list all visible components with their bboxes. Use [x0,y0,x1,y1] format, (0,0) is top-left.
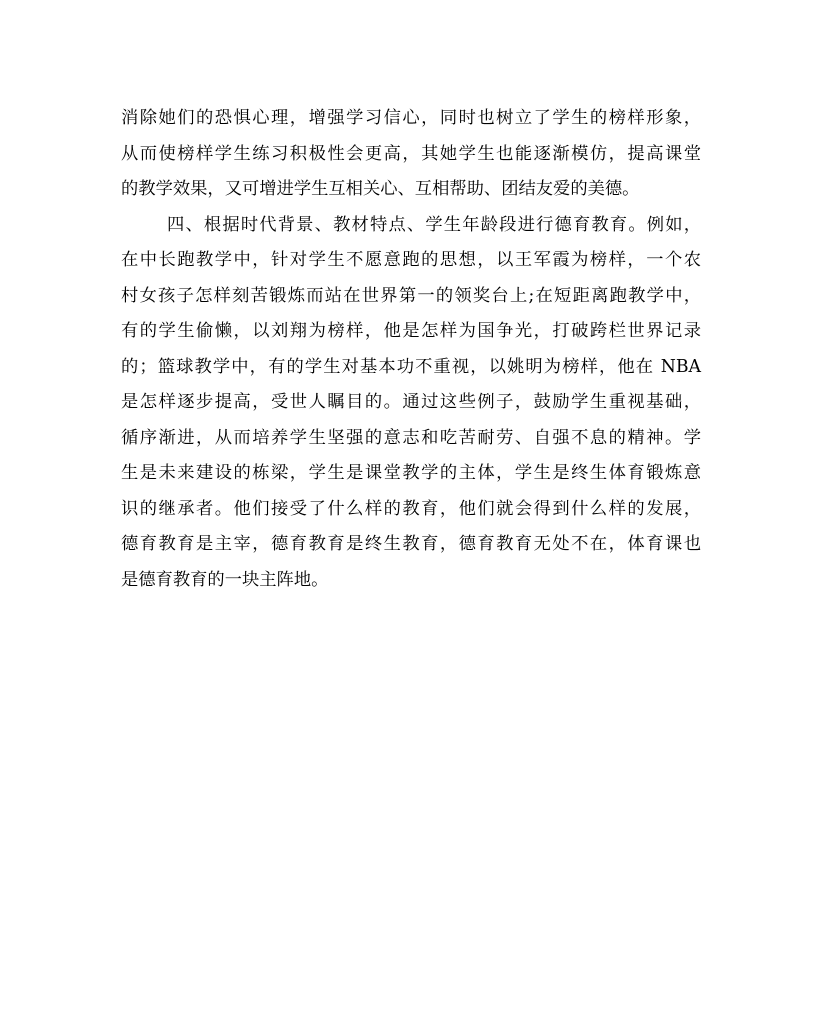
text-line: 是德育教育的一块主阵地。 [121,569,329,590]
text-line: 德育教育是主宰，德育教育是终生教育，德育教育无处不在，体育课也 [121,534,701,554]
paragraph-start-line: 四、根据时代背景、教材特点、学生年龄段进行德育教育。例如， [167,214,701,235]
text-line: 循序渐进，从而培养学生坚强的意志和吃苦耐劳、自强不息的精神。学 [121,427,701,448]
text-line: 是怎样逐步提高，受世人瞩目的。通过这些例子，鼓励学生重视基础， [121,392,701,412]
text-line: 消除她们的恐惧心理，增强学习信心，同时也树立了学生的榜样形象， [121,108,701,128]
text-line: 生是未来建设的栋梁，学生是课堂教学的主体，学生是终生体育锻炼意 [121,463,701,483]
text-line: 有的学生偷懒，以刘翔为榜样，他是怎样为国争光，打破跨栏世界记录 [121,321,701,341]
text-line: 村女孩子怎样刻苦锻炼而站在世界第一的领奖台上;在短距离跑教学中， [121,285,701,306]
text-line: 从而使榜样学生练习积极性会更高，其她学生也能逐渐模仿，提高课堂 [121,143,701,164]
text-line: 识的继承者。他们接受了什么样的教育，他们就会得到什么样的发展， [121,498,701,519]
text-line: 的；篮球教学中，有的学生对基本功不重视，以姚明为榜样，他在 NBA [121,356,701,377]
text-line: 的教学效果，又可增进学生互相关心、互相帮助、团结友爱的美德。 [121,179,640,199]
text-line: 在中长跑教学中，针对学生不愿意跑的思想，以王军霞为榜样，一个农 [121,250,701,270]
body-text [121,101,701,598]
